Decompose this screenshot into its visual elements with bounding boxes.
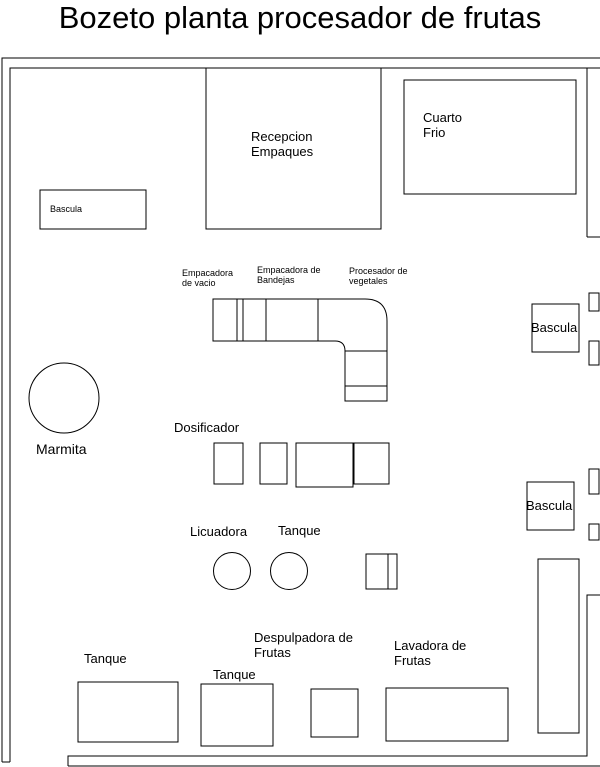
tanque-mid-box <box>201 684 273 746</box>
lavadora-label: Lavadora de Frutas <box>394 638 467 668</box>
bascula-right-1-label: Bascula <box>531 320 578 335</box>
marmita-label: Marmita <box>36 441 87 457</box>
small-unit <box>366 554 397 589</box>
empacadora-bandejas-label: Empacadora de Bandejas <box>257 265 321 286</box>
long-unit-right <box>538 559 579 733</box>
wall-jamb-3 <box>589 469 599 494</box>
tanque-circle <box>271 553 308 590</box>
bascula-small-label: Bascula <box>50 204 83 214</box>
tanque-center-label: Tanque <box>278 523 321 538</box>
packing-line <box>213 299 387 401</box>
tanque-left-box <box>78 682 178 742</box>
wall-jamb-2 <box>589 341 599 365</box>
dosificador-unit-2 <box>260 443 287 484</box>
dosificador-unit-3 <box>296 443 353 487</box>
wall-jamb-1 <box>589 293 599 311</box>
licuadora-circle <box>214 553 251 590</box>
tanque-mid-label: Tanque <box>213 667 256 682</box>
tanque-left-label: Tanque <box>84 651 127 666</box>
procesador-vegetales-label: Procesador de vegetales <box>349 266 408 287</box>
page-title: Bozeto planta procesador de frutas <box>58 0 542 35</box>
lavadora-box <box>386 688 508 741</box>
dosificador-unit-1 <box>214 443 243 484</box>
wall-jamb-4 <box>589 524 599 540</box>
empacadora-vacio-label: Empacadora de vacio <box>182 268 234 289</box>
dosificador-label: Dosificador <box>174 420 240 435</box>
licuadora-label: Licuadora <box>190 524 248 539</box>
marmita-circle <box>29 363 99 433</box>
recepcion-empaques-label: Recepcion Empaques <box>251 129 314 159</box>
cuarto-frio-label: Cuarto Frio <box>423 110 463 140</box>
bascula-right-2-label: Bascula <box>526 498 573 513</box>
dosificador-unit-4 <box>354 443 389 484</box>
despulpadora-box <box>311 689 358 737</box>
despulpadora-label: Despulpadora de Frutas <box>254 630 354 660</box>
